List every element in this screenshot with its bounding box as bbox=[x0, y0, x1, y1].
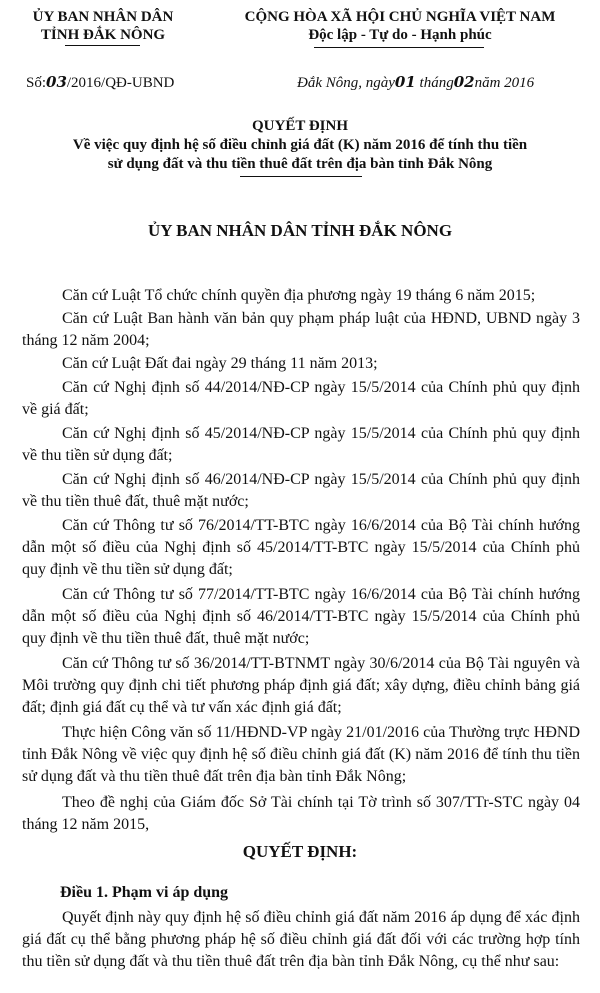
preamble-item: Căn cứ Nghị định số 46/2014/NĐ-CP ngày 15/5/2014 của Chính phủ quy định về thu tiền thuê đất, thuê mặt nước; bbox=[22, 471, 580, 511]
preamble-item: Căn cứ Thông tư số 76/2014/TT-BTC ngày 16/6/2014 của Bộ Tài chính hướng dẫn một số điều của Nghị định số 45/2014/TT-BTC ngày 15/5/2014 của Chính phủ quy định về thu tiền sử dụng đất; bbox=[22, 517, 580, 579]
decision-subject-line-1: Về việc quy định hệ số điều chỉnh giá đất (K) năm 2016 để tính thu tiền bbox=[72, 137, 528, 153]
preamble-item: Thực hiện Công văn số 11/HĐND-VP ngày 21/01/2016 của Thường trực HĐND tỉnh Đắk Nông về việc quy định hệ số điều chỉnh giá đất (K) năm 2016 để tính thu tiền sử dụng đất và thu tiền thuê đất trên địa bàn tỉnh Đắk Nông; bbox=[22, 724, 580, 786]
date-year: năm 2016 bbox=[474, 75, 535, 91]
date-place: Đắk Nông, ngày bbox=[297, 75, 395, 91]
agency-line-1: ỦY BAN NHÂN DÂN bbox=[32, 9, 174, 25]
motto-line: Độc lập - Tự do - Hạnh phúc bbox=[308, 27, 492, 43]
issue-date bbox=[297, 73, 534, 92]
decision-title: QUYẾT ĐỊNH bbox=[252, 118, 348, 134]
article-1-heading: Điều 1. Phạm vi áp dụng bbox=[60, 884, 229, 901]
preamble-item: Căn cứ Nghị định số 45/2014/NĐ-CP ngày 15/5/2014 của Chính phủ quy định về thu tiền sử dụng đất; bbox=[22, 425, 580, 465]
document-number-suffix: /2016/QĐ-UBND bbox=[66, 75, 175, 91]
date-month-handwritten: 02 bbox=[453, 73, 475, 91]
article-1-body: Quyết định này quy định hệ số điều chỉnh giá đất năm 2016 áp dụng để xác định giá đất cụ thể bằng phương pháp hệ số điều chỉnh giá đất đối với các trường hợp tính thu tiền sử dụng đất và thu tiền thuê đất trên địa bàn tỉnh Đắk Nông, cụ thể như sau: bbox=[22, 909, 580, 971]
national-motto-header bbox=[205, 8, 595, 44]
document-number-prefix: Số: bbox=[26, 75, 47, 91]
preamble-item: Căn cứ Thông tư số 36/2014/TT-BTNMT ngày 30/6/2014 của Bộ Tài nguyên và Môi trường quy định chi tiết phương pháp định giá đất; xây dựng, điều chỉnh bảng giá đất; định giá đất cụ thể và tư vấn xác định giá đất; bbox=[22, 655, 580, 717]
date-day-handwritten: 01 bbox=[394, 73, 416, 91]
preamble-item: Căn cứ Luật Ban hành văn bản quy phạm pháp luật của HĐND, UBND ngày 3 tháng 12 năm 2004; bbox=[22, 310, 580, 350]
preamble-item: Căn cứ Nghị định số 44/2014/NĐ-CP ngày 15/5/2014 của Chính phủ quy định về giá đất; bbox=[22, 379, 580, 419]
preamble-item: Căn cứ Thông tư số 77/2014/TT-BTC ngày 16/6/2014 của Bộ Tài chính hướng dẫn một số điều của Nghị định số 46/2014/TT-BTC ngày 15/5/2014 của Chính phủ quy định về thu tiền thuê đất, thuê mặt nước; bbox=[22, 586, 580, 648]
agency-underline bbox=[65, 45, 140, 46]
subject-underline bbox=[240, 176, 362, 177]
preamble-item: Theo đề nghị của Giám đốc Sở Tài chính tại Tờ trình số 307/TTr-STC ngày 04 tháng 12 năm 2015, bbox=[22, 794, 580, 834]
motto-underline bbox=[314, 47, 484, 48]
decision-heading: QUYẾT ĐỊNH: bbox=[242, 842, 358, 861]
agency-header bbox=[8, 8, 198, 44]
document-number-handwritten: 03 bbox=[46, 73, 67, 91]
preamble-item: Căn cứ Luật Đất đai ngày 29 tháng 11 năm 2013; bbox=[62, 355, 378, 372]
preamble-item: Căn cứ Luật Tổ chức chính quyền địa phương ngày 19 tháng 6 năm 2015; bbox=[62, 287, 536, 304]
decision-subject-line-2: sử dụng đất và thu tiền thuê đất trên địa bàn tỉnh Đắk Nông bbox=[107, 156, 493, 172]
agency-line-2: TỈNH ĐẮK NÔNG bbox=[40, 27, 166, 43]
issuing-authority: ỦY BAN NHÂN DÂN TỈNH ĐẮK NÔNG bbox=[147, 221, 453, 240]
date-month-label: tháng bbox=[419, 75, 454, 91]
document-number bbox=[26, 73, 174, 92]
republic-line: CỘNG HÒA XÃ HỘI CHỦ NGHĨA VIỆT NAM bbox=[244, 9, 556, 25]
